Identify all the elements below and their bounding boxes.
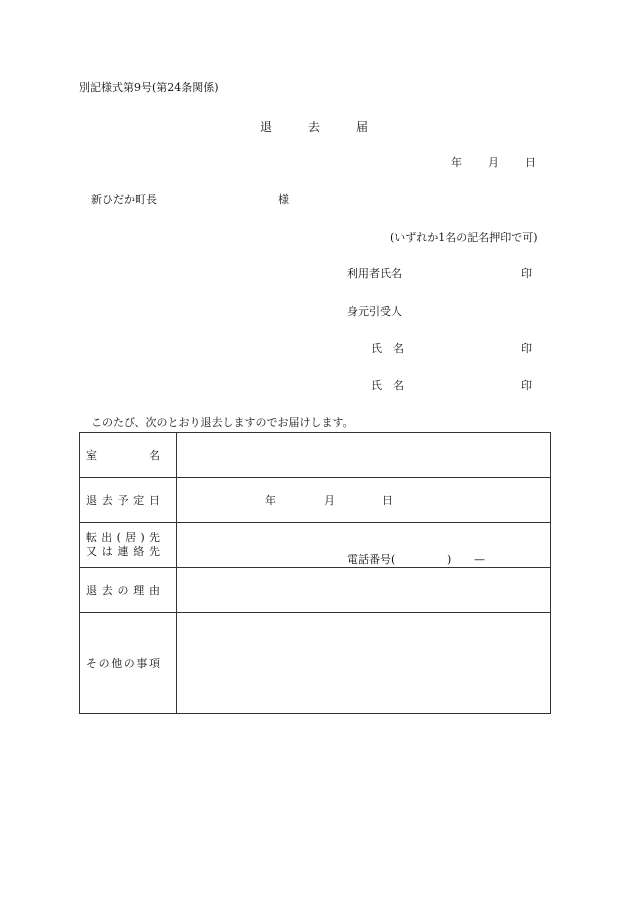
room-label-cell bbox=[80, 433, 177, 478]
label-char: 絡 bbox=[133, 545, 145, 558]
label-char: 居 bbox=[125, 531, 137, 544]
destination-label-line2 bbox=[86, 545, 160, 559]
intro-statement: このたび、次のとおり退去しますのでお届けします。 bbox=[91, 416, 354, 429]
guarantor-name-label: 氏 名 bbox=[371, 342, 404, 355]
label-char: 名 bbox=[149, 449, 160, 462]
label-char: の bbox=[123, 657, 135, 670]
label-char: 項 bbox=[148, 657, 160, 670]
destination-field[interactable] bbox=[177, 523, 551, 568]
date-day-label: 日 bbox=[525, 156, 536, 169]
form-reference: 別記様式第9号(第24条関係) bbox=[79, 81, 219, 94]
seal-mark: 印 bbox=[521, 267, 532, 280]
withdrawal-form-table bbox=[79, 432, 551, 714]
table-row bbox=[80, 568, 551, 613]
submission-date bbox=[451, 157, 536, 168]
seal-mark: 印 bbox=[521, 342, 532, 355]
phone-number-dash: — bbox=[474, 553, 485, 566]
other-matters-label bbox=[86, 655, 160, 671]
date-label-cell bbox=[80, 478, 177, 523]
other-matters-field[interactable] bbox=[177, 613, 551, 714]
withdrawal-date-field[interactable] bbox=[177, 478, 551, 523]
guarantor-label: 身元引受人 bbox=[347, 305, 402, 318]
table-row bbox=[80, 523, 551, 568]
label-char: そ bbox=[86, 657, 97, 670]
addressee-name: 新ひだか町長 bbox=[91, 193, 157, 206]
reason-field[interactable] bbox=[177, 568, 551, 613]
label-char: 先 bbox=[149, 531, 160, 544]
label-char: 予 bbox=[117, 494, 129, 507]
label-char: 退 bbox=[86, 494, 97, 507]
label-char: 理 bbox=[133, 584, 145, 597]
label-char: 由 bbox=[149, 584, 160, 597]
date-day-label: 日 bbox=[382, 494, 393, 507]
label-char: 連 bbox=[117, 545, 129, 558]
room-label bbox=[86, 447, 160, 463]
reason-label bbox=[86, 582, 160, 598]
label-char: 先 bbox=[149, 545, 160, 558]
label-char: ( bbox=[116, 531, 121, 544]
reason-label-cell bbox=[80, 568, 177, 613]
label-char: 室 bbox=[86, 449, 97, 462]
date-year-label: 年 bbox=[451, 156, 462, 169]
label-char: 定 bbox=[133, 494, 145, 507]
label-char: 去 bbox=[101, 584, 113, 597]
label-char: 事 bbox=[136, 657, 148, 670]
date-month-label: 月 bbox=[324, 494, 335, 507]
label-char: 去 bbox=[101, 494, 113, 507]
table-row bbox=[80, 478, 551, 523]
table-row bbox=[80, 613, 551, 714]
label-char: は bbox=[101, 545, 113, 558]
user-name-label: 利用者氏名 bbox=[347, 267, 402, 280]
title-char: 去 bbox=[308, 120, 321, 134]
label-char: 日 bbox=[149, 494, 160, 507]
date-year-label: 年 bbox=[265, 494, 276, 507]
label-char: 出 bbox=[101, 531, 113, 544]
title-char: 退 bbox=[260, 120, 273, 134]
phone-number-label: 電話番号( bbox=[347, 553, 396, 566]
table-row bbox=[80, 433, 551, 478]
label-char: 転 bbox=[86, 531, 97, 544]
seal-mark: 印 bbox=[521, 379, 532, 392]
label-char: の bbox=[117, 584, 129, 597]
label-char: ) bbox=[140, 531, 145, 544]
label-char: の bbox=[98, 657, 110, 670]
document-title bbox=[260, 121, 368, 133]
destination-label-line1 bbox=[86, 531, 160, 545]
label-char: 他 bbox=[111, 657, 123, 670]
date-month-label: 月 bbox=[488, 156, 499, 169]
label-char: 又 bbox=[86, 545, 97, 558]
guarantor-name-label: 氏 名 bbox=[371, 379, 404, 392]
label-char: 退 bbox=[86, 584, 97, 597]
addressee-honorific: 様 bbox=[278, 193, 289, 206]
other-label-cell bbox=[80, 613, 177, 714]
phone-number-close-paren: ) bbox=[447, 553, 452, 566]
room-field[interactable] bbox=[177, 433, 551, 478]
destination-label-cell bbox=[80, 523, 177, 568]
withdrawal-date-label bbox=[86, 492, 160, 508]
title-char: 届 bbox=[356, 120, 369, 134]
seal-note: (いずれか1名の記名押印で可) bbox=[390, 231, 538, 244]
